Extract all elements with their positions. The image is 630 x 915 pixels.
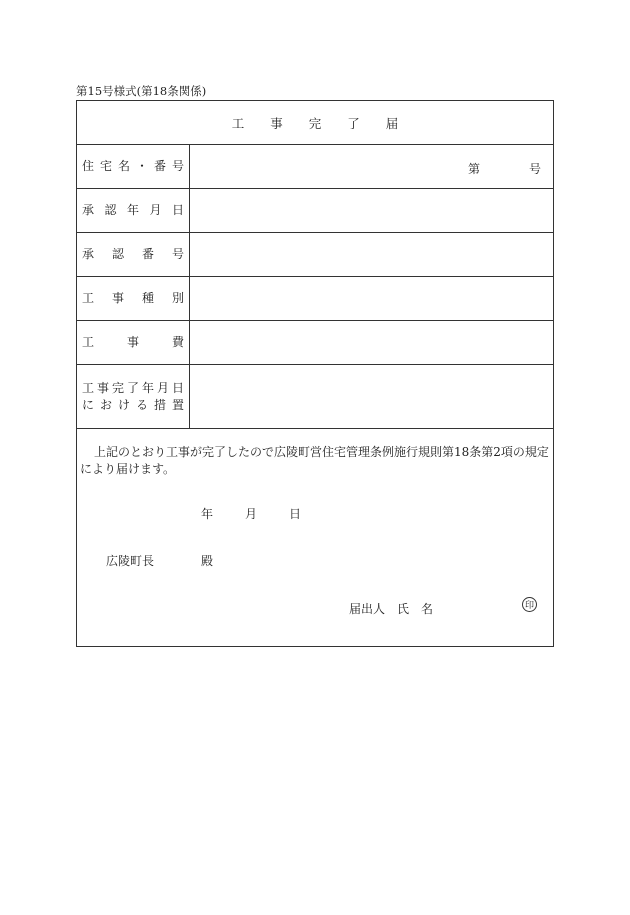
label-approval-date: 承認年月日 [82,203,184,217]
form-title: 工事完了届 [231,115,425,131]
honorific: 殿 [201,554,214,568]
label-housing-name-number: 住宅名・番号 [82,159,184,173]
applicant-name-line[interactable] [349,600,433,617]
label-cell [77,365,190,428]
row-work-cost [77,321,553,365]
label-cell [77,145,190,188]
label-measures: における措置 [82,397,184,412]
approval-number-field[interactable] [190,233,553,276]
label-cell [77,233,190,276]
number-prefix: 第 [468,162,481,176]
label-approval-number: 承認番号 [82,247,184,261]
row-completion-measures [77,365,553,429]
date-day: 日 [289,507,302,521]
row-approval-date [77,189,553,233]
housing-name-number-field[interactable] [190,145,553,188]
seal-icon: 印 [522,597,537,612]
row-work-type [77,277,553,321]
completion-report-form [76,100,554,647]
applicant-name-label: 氏 名 [397,602,434,616]
label-completion-date: 工事完了年月日 [82,380,184,395]
row-approval-number [77,233,553,277]
form-number: 第15号様式(第18条関係) [76,84,207,98]
date-month: 月 [245,507,258,521]
date-year: 年 [201,507,214,521]
work-type-field[interactable] [190,277,553,320]
label-cell [77,189,190,232]
declaration-area [77,429,553,671]
completion-measures-field[interactable] [190,365,553,428]
label-work-type: 工事種別 [82,291,184,305]
approval-date-field[interactable] [190,189,553,232]
submission-date[interactable] [201,505,333,522]
recipient: 広陵町長 [106,554,155,568]
label-cell [77,321,190,364]
number-suffix: 号 [529,162,542,176]
title-row [77,101,553,145]
label-cell [77,277,190,320]
row-housing-name-number [77,145,553,189]
applicant-role: 届出人 [349,602,386,616]
work-cost-field[interactable] [190,321,553,364]
declaration-statement: 上記のとおり工事が完了したので広陵町営住宅管理条例施行規則第18条第2項の規定により届けます。 [80,445,549,476]
label-work-cost: 工事費 [82,335,184,349]
